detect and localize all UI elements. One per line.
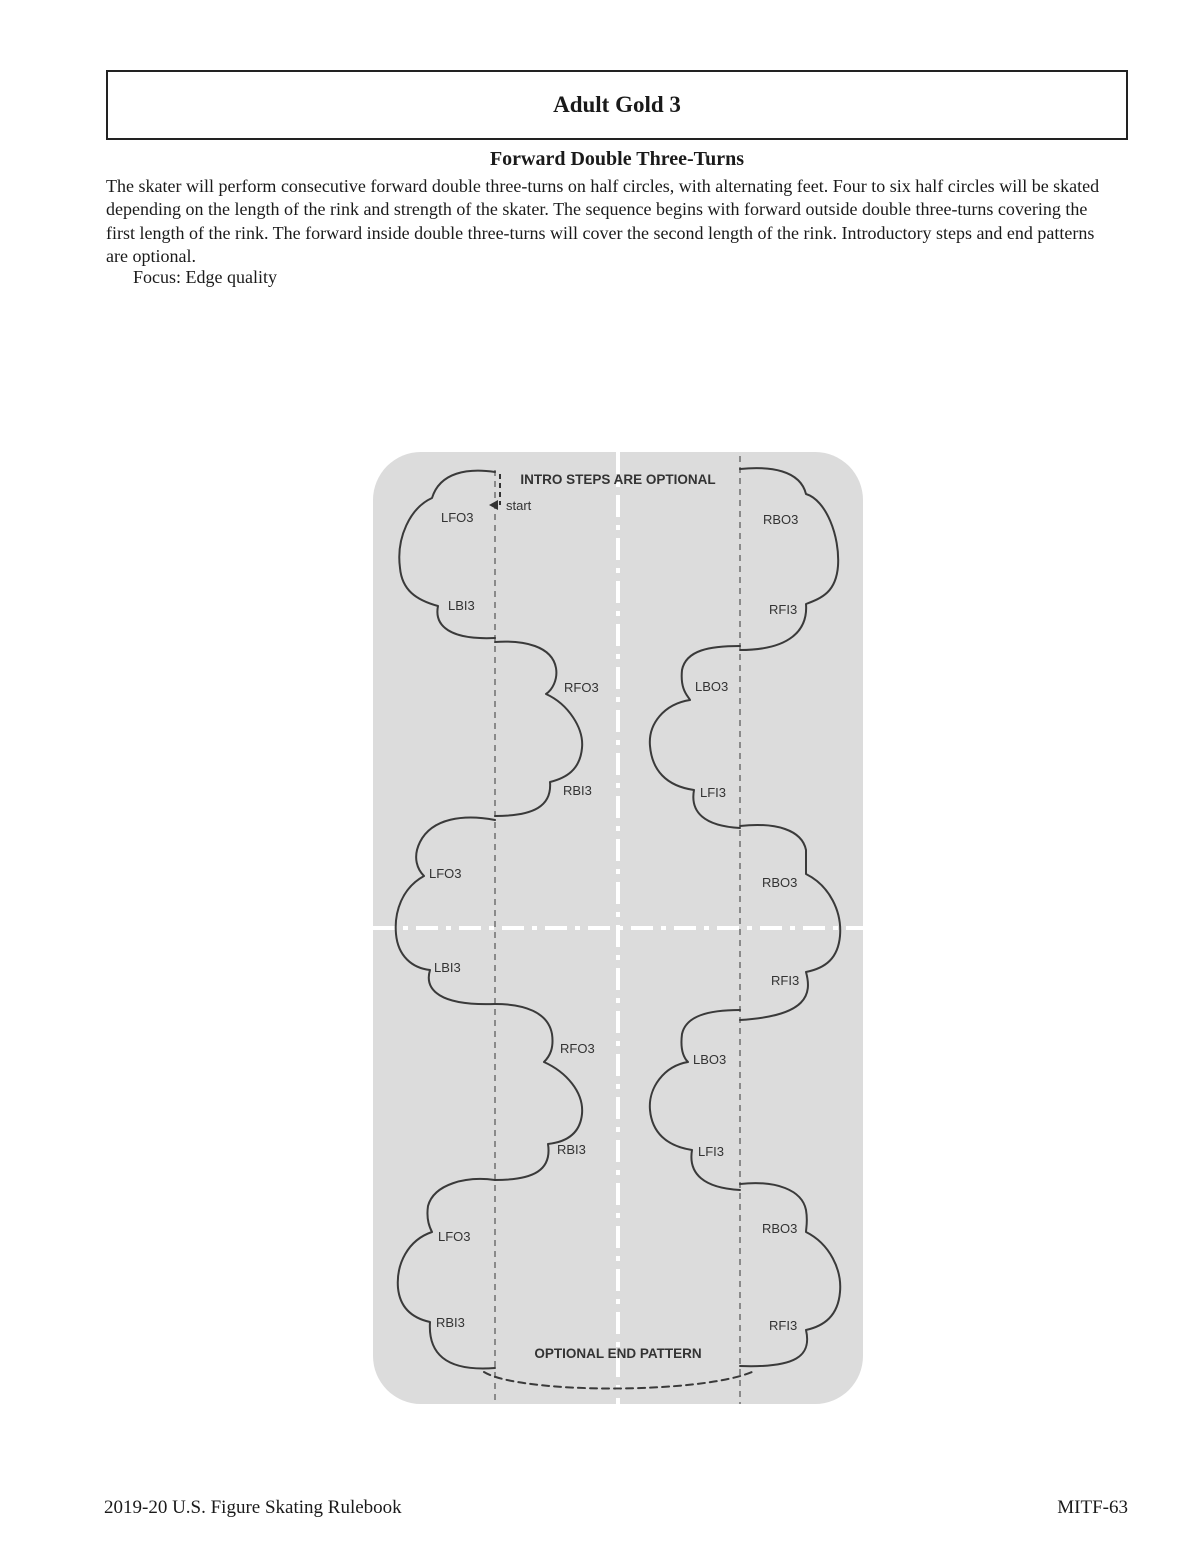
turn-label: LBI3 [434, 960, 461, 975]
turn-label: RFI3 [769, 1318, 798, 1333]
turn-label: RFI3 [771, 973, 800, 988]
end-pattern-label: OPTIONAL END PATTERN [534, 1346, 702, 1361]
focus-note: Focus: Edge quality [133, 267, 277, 287]
turn-label: RBI3 [557, 1142, 586, 1157]
footer-rulebook-title: 2019-20 U.S. Figure Skating Rulebook [104, 1497, 402, 1518]
turn-label: LFO3 [429, 866, 462, 881]
turn-label: LBI3 [448, 598, 475, 613]
turn-label: RBO3 [762, 1221, 798, 1236]
footer-page-number: MITF-63 [1057, 1497, 1128, 1518]
turn-label: RFI3 [769, 602, 798, 617]
turn-label: RBI3 [563, 783, 592, 798]
turn-label: LFI3 [700, 785, 727, 800]
turn-label: LFO3 [441, 510, 474, 525]
turn-label: LFI3 [698, 1144, 725, 1159]
turn-label: RFO3 [564, 680, 599, 695]
turn-label: LBO3 [695, 679, 729, 694]
turn-label: RBO3 [763, 512, 799, 527]
turn-label: LBO3 [693, 1052, 727, 1067]
turn-label: LFO3 [438, 1229, 471, 1244]
section-description: The skater will perform consecutive forward double three-turns on half circles, with alternating feet. Four to six half circles will be skated depending on the length of the rink and strength of the skater. The sequence begins with forward outside double three-turns covering the first length of the rink. The forward inside double three-turns will cover the second length of the rink. Introductory steps and end patterns are optional. [106, 176, 1100, 267]
page-title: Adult Gold 3 [553, 92, 681, 117]
start-label: start [506, 498, 532, 513]
section-heading: Forward Double Three-Turns [489, 148, 745, 170]
turn-label: RBO3 [762, 875, 798, 890]
turn-label: RBI3 [436, 1315, 465, 1330]
turn-label: RFO3 [560, 1041, 595, 1056]
intro-steps-label: INTRO STEPS ARE OPTIONAL [520, 472, 716, 487]
